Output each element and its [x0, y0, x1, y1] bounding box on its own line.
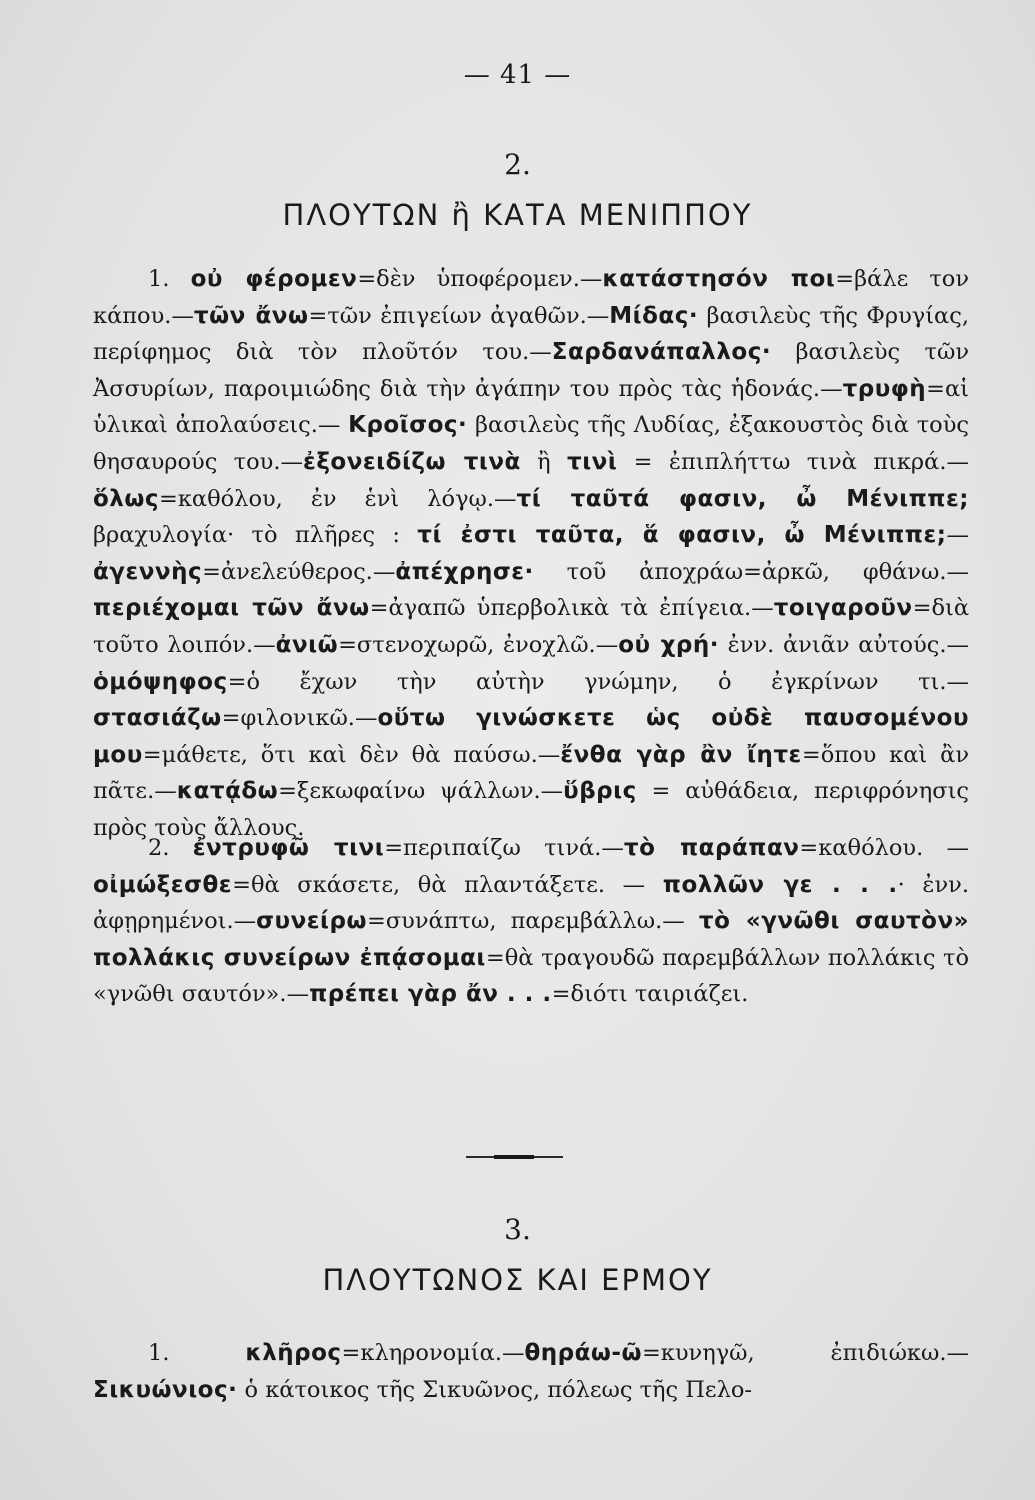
lemma-term: κατᾴδω: [176, 778, 279, 805]
lemma-term: συνείρω: [256, 908, 367, 935]
lemma-term: πρέπει γὰρ ἄν . . .: [309, 981, 552, 1008]
gloss-text: ὁ κάτοικος τῆς Σικυῶνος, πόλεως τῆς Πελο-: [237, 1376, 752, 1403]
lemma-term: ἔνθα γὰρ ἂν ἴητε: [560, 741, 802, 768]
gloss-text: τοῦ ἀποχράω=ἀρκῶ, φθάνω.—: [533, 558, 969, 585]
lemma-term: ὁμόψηφος: [93, 668, 228, 695]
gloss-text: =βάλε τον κάπου.—: [93, 266, 970, 329]
lemma-term: οὕτω γινώσκετε ὡς οὐδὲ παυσομένου μου: [93, 705, 969, 768]
gloss-text: 1.: [148, 266, 191, 292]
gloss-text: =ξεκωφαίνω ψάλλων.—: [278, 778, 564, 805]
paragraph: [93, 830, 969, 1013]
lemma-term: κατάστησόν ποι: [602, 266, 836, 292]
gloss-text: =κυνηγῶ, ἐπιδιώκω.—: [641, 1340, 969, 1366]
gloss-text: =ἀνελεύθερος.—: [202, 558, 396, 585]
gloss-text: =περιπαίζω τινά.—: [384, 835, 624, 861]
gloss-text: =αἱ ὑλικαὶ ἀπολαύσεις.—: [93, 375, 969, 439]
gloss-text: =ἀγαπῶ ὑπερβολικὰ τὰ ἐπίγεια.—: [369, 595, 774, 622]
gloss-text: =ὅπου καὶ ἂν πᾶτε.—: [93, 741, 970, 805]
lemma-term: τὸ παράπαν: [623, 835, 800, 861]
gloss-text: =ὁ ἔχων τὴν αὐτὴν γνώμην, ὁ ἐγκρίνων τι.—: [227, 668, 969, 695]
lemma-term: Σικυώνιος·: [93, 1376, 238, 1403]
gloss-text: = αὐθάδεια, περιφρόνησις πρὸς τοὺς ἄλλους.: [93, 778, 970, 841]
lemma-term: θηράω-ῶ: [524, 1340, 642, 1366]
paragraph: [93, 261, 969, 847]
lemma-term: τῶν ἄνω: [193, 302, 309, 329]
lemma-term: περιέχομαι τῶν ἄνω: [93, 595, 370, 622]
gloss-text: ἢ: [520, 448, 568, 475]
lemma-term: Μίδας·: [609, 302, 699, 329]
section-divider: [466, 1156, 563, 1158]
gloss-text: =φιλονικῶ.—: [221, 705, 378, 732]
lemma-term: Κροῖσος·: [348, 412, 468, 439]
lemma-term: οὐ φέρομεν: [190, 266, 358, 292]
section-number: 3.: [504, 1213, 531, 1246]
gloss-text: 2.: [148, 835, 193, 861]
gloss-text: = ἐπιπλήττω τινὰ πικρά.—: [617, 448, 969, 475]
lemma-term: τί ἐστι ταῦτα, ἅ φασιν, ὦ Μένιππε;: [417, 522, 947, 549]
gloss-text: =καθόλου. —: [799, 835, 969, 861]
gloss-text: =διότι ταιριάζει.: [551, 981, 749, 1008]
lemma-term: ἀπέχρησε·: [395, 558, 534, 585]
paragraph: [93, 1335, 969, 1408]
gloss-text: =τῶν ἐπιγείων ἀγαθῶν.—: [308, 302, 610, 329]
gloss-text: —: [946, 522, 969, 549]
gloss-text: =θὰ σκάσετε, θὰ πλαντάξετε. —: [232, 871, 663, 898]
section-title: ΠΛΟΥΤΩΝ ἢ ΚΑΤΑ ΜΕΝΙΠΠΟΥ: [282, 198, 753, 232]
gloss-text: =διὰ τοῦτο λοιπόν.—: [93, 595, 970, 658]
lemma-term: στασιάζω: [93, 705, 222, 732]
gloss-text: =συνάπτω, παρεμβάλλω.—: [366, 908, 699, 935]
lemma-term: ἐντρυφῶ τινι: [192, 835, 385, 861]
lemma-term: τρυφὴ: [842, 375, 927, 402]
lemma-term: ὕβρις: [563, 778, 637, 805]
lemma-term: ἀγεννὴς: [93, 558, 203, 585]
lemma-term: ἀνιῶ: [275, 631, 339, 658]
lemma-term: οἰμώξεσθε: [93, 871, 233, 898]
gloss-text: · ἐνν. ἀφῃρημένοι.—: [93, 871, 969, 935]
section-number: 2.: [504, 148, 531, 181]
gloss-text: βραχυλογία· τὸ πλῆρες :: [93, 522, 418, 549]
lemma-term: οὐ χρή·: [618, 631, 719, 658]
gloss-text: ἐνν. ἀνιᾶν αὐτούς.—: [719, 631, 969, 658]
lemma-term: τί ταῦτά φασιν, ὦ Μένιππε;: [516, 485, 970, 512]
gloss-text: =θὰ τραγουδῶ παρεμβάλλων πολλάκις τὸ «γνῶθι σαυτόν».—: [93, 944, 969, 1008]
lemma-term: ὅλως: [93, 485, 159, 512]
gloss-text: =μάθετε, ὅτι καὶ δὲν θὰ παύσω.—: [142, 741, 561, 768]
gloss-text: =καθόλου, ἐν ἑνὶ λόγῳ.—: [158, 485, 517, 512]
section-title: ΠΛΟΥΤΩΝΟΣ ΚΑΙ ΕΡΜΟΥ: [322, 1263, 713, 1297]
gloss-text: βασιλεὺς τῶν Ἀσσυρίων, παροιμιώδης διὰ τὴν ἀγάπην του πρὸς τὰς ἡδονάς.—: [93, 339, 970, 402]
page-number: — 41 —: [463, 60, 572, 90]
lemma-term: τοιγαροῦν: [773, 595, 913, 622]
lemma-term: Σαρδανάπαλλος·: [551, 339, 772, 366]
gloss-text: =κληρονομία.—: [341, 1340, 525, 1366]
lemma-term: ἐξονειδίζω τινὰ: [303, 448, 521, 475]
lemma-term: τινὶ: [567, 448, 618, 475]
lemma-term: τὸ «γνῶθι σαυτὸν» πολλάκις συνείρων ἐπᾴσομαι: [93, 908, 969, 971]
gloss-text: βασιλεὺς τῆς Φρυγίας, περίφημος διὰ τὸν πλοῦτόν του.—: [93, 302, 969, 366]
gloss-text: =δὲν ὑποφέρομεν.—: [357, 266, 603, 292]
gloss-text: βασιλεὺς τῆς Λυδίας, ἐξακουστὸς διὰ τοὺς θησαυρούς του.—: [93, 412, 969, 475]
lemma-term: κλῆρος: [245, 1340, 342, 1366]
gloss-text: =στενοχωρῶ, ἐνοχλῶ.—: [338, 631, 619, 658]
gloss-text: 1.: [148, 1340, 246, 1366]
lemma-term: πολλῶν γε . . .: [662, 871, 898, 898]
